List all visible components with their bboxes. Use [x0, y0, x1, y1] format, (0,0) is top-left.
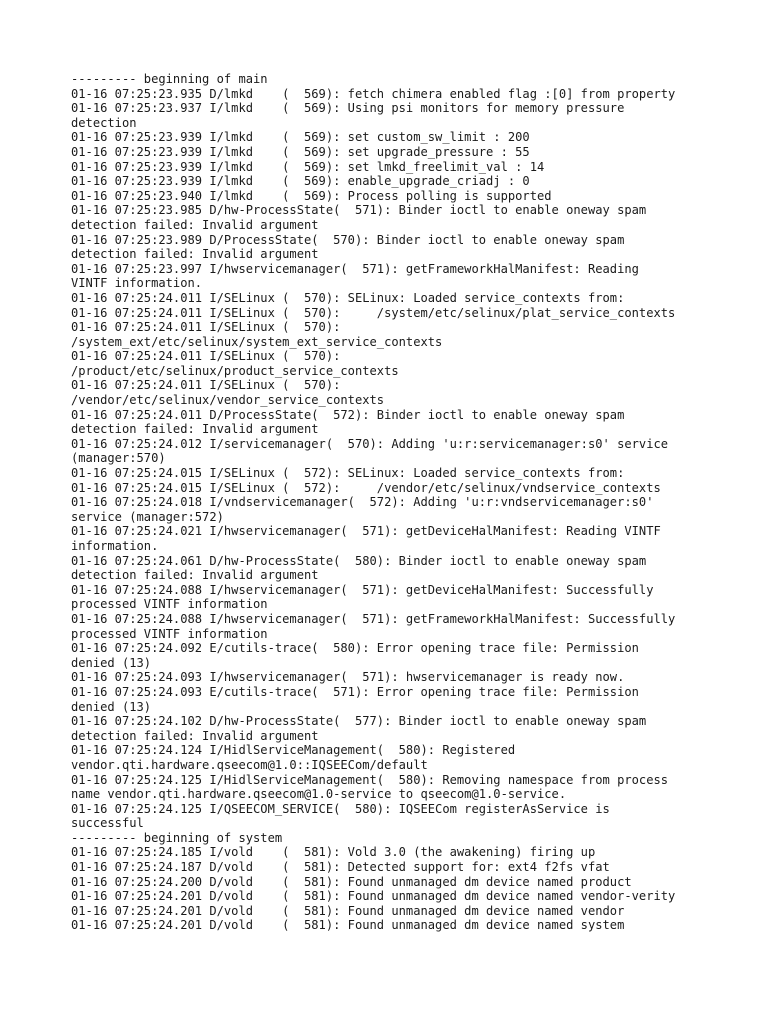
log-line: 01-16 07:25:24.187 D/vold ( 581): Detected support for: ext4 f2fs vfat [71, 860, 610, 875]
log-line: 01-16 07:25:23.997 I/hwservicemanager( 571): getFrameworkHalManifest: Reading [71, 261, 639, 276]
log-line: successful [71, 816, 144, 831]
log-line: detection failed: Invalid argument [71, 217, 319, 232]
log-line: 01-16 07:25:23.939 I/lmkd ( 569): enable_upgrade_criadj : 0 [71, 174, 530, 189]
log-line: 01-16 07:25:24.093 E/cutils-trace( 571): Error opening trace file: Permission [71, 684, 639, 699]
log-line: detection failed: Invalid argument [71, 568, 319, 583]
log-line: 01-16 07:25:24.061 D/hw-ProcessState( 580): Binder ioctl to enable oneway spam [71, 553, 647, 568]
log-line: 01-16 07:25:24.011 I/SELinux ( 570): /system/etc/selinux/plat_service_contexts [71, 305, 676, 320]
log-line: /system_ext/etc/selinux/system_ext_service_contexts [71, 334, 443, 349]
log-line: 01-16 07:25:24.088 I/hwservicemanager( 571): getFrameworkHalManifest: Successfully [71, 611, 676, 626]
log-line: 01-16 07:25:24.200 D/vold ( 581): Found unmanaged dm device named product [71, 874, 632, 889]
log-line: detection failed: Invalid argument [71, 247, 319, 262]
log-line: 01-16 07:25:24.018 I/vndservicemanager( 572): Adding 'u:r:vndservicemanager:s0' [71, 495, 654, 510]
log-line: --------- beginning of system [71, 830, 283, 845]
log-line: 01-16 07:25:24.011 I/SELinux ( 570): [71, 349, 341, 364]
log-line: 01-16 07:25:24.015 I/SELinux ( 572): /vendor/etc/selinux/vndservice_contexts [71, 480, 661, 495]
log-line: 01-16 07:25:24.201 D/vold ( 581): Found unmanaged dm device named vendor [71, 903, 625, 918]
log-line: 01-16 07:25:23.939 I/lmkd ( 569): set custom_sw_limit : 200 [71, 130, 530, 145]
log-line: 01-16 07:25:23.985 D/hw-ProcessState( 571): Binder ioctl to enable oneway spam [71, 203, 647, 218]
log-line: processed VINTF information [71, 626, 268, 641]
log-line: vendor.qti.hardware.qseecom@1.0::IQSEECom/default [71, 757, 428, 772]
log-line: denied (13) [71, 699, 152, 714]
log-line: 01-16 07:25:23.940 I/lmkd ( 569): Process polling is supported [71, 188, 552, 203]
log-line: 01-16 07:25:24.093 I/hwservicemanager( 571): hwservicemanager is ready now. [71, 670, 625, 685]
log-line: 01-16 07:25:24.012 I/servicemanager( 570): Adding 'u:r:servicemanager:s0' service [71, 436, 669, 451]
log-line: 01-16 07:25:23.989 D/ProcessState( 570): Binder ioctl to enable oneway spam [71, 232, 625, 247]
log-line: 01-16 07:25:24.011 I/SELinux ( 570): [71, 378, 341, 393]
log-line: /product/etc/selinux/product_service_contexts [71, 363, 399, 378]
log-line: detection [71, 115, 137, 130]
log-line: detection failed: Invalid argument [71, 728, 319, 743]
log-line: 01-16 07:25:24.125 I/QSEECOM_SERVICE( 580): IQSEECom registerAsService is [71, 801, 610, 816]
log-line: 01-16 07:25:24.201 D/vold ( 581): Found unmanaged dm device named vendor-verity [71, 889, 676, 904]
log-line: information. [71, 539, 159, 553]
log-line: 01-16 07:25:24.185 I/vold ( 581): Vold 3.0 (the awakening) firing up [71, 845, 596, 860]
log-line: 01-16 07:25:24.015 I/SELinux ( 572): SELinux: Loaded service_contexts from: [71, 466, 625, 481]
log-line: --------- beginning of main [71, 72, 268, 86]
log-line: 01-16 07:25:24.201 D/vold ( 581): Found unmanaged dm device named system [71, 918, 625, 933]
log-line: 01-16 07:25:23.935 D/lmkd ( 569): fetch chimera enabled flag :[0] from property [71, 86, 676, 101]
log-line: 01-16 07:25:24.011 I/SELinux ( 570): [71, 320, 341, 335]
log-line: 01-16 07:25:24.124 I/HidlServiceManagement( 580): Registered [71, 743, 516, 758]
log-line: detection failed: Invalid argument [71, 422, 319, 437]
log-text [71, 72, 721, 933]
log-line: 01-16 07:25:23.939 I/lmkd ( 569): set upgrade_pressure : 55 [71, 144, 530, 159]
log-line: 01-16 07:25:24.011 D/ProcessState( 572): Binder ioctl to enable oneway spam [71, 407, 625, 422]
log-line: processed VINTF information [71, 597, 268, 612]
log-line: (manager:570) [71, 451, 166, 466]
log-line: 01-16 07:25:23.937 I/lmkd ( 569): Using psi monitors for memory pressure [71, 101, 625, 116]
log-line: 01-16 07:25:24.125 I/HidlServiceManagement( 580): Removing namespace from process [71, 772, 669, 787]
log-line: 01-16 07:25:24.092 E/cutils-trace( 580): Error opening trace file: Permission [71, 641, 639, 656]
log-line: 01-16 07:25:24.011 I/SELinux ( 570): SELinux: Loaded service_contexts from: [71, 290, 625, 305]
log-line: 01-16 07:25:24.088 I/hwservicemanager( 571): getDeviceHalManifest: Successfully [71, 582, 654, 597]
log-line: service (manager:572) [71, 509, 224, 524]
log-line: 01-16 07:25:23.939 I/lmkd ( 569): set lmkd_freelimit_val : 14 [71, 159, 545, 174]
log-line: 01-16 07:25:24.102 D/hw-ProcessState( 577): Binder ioctl to enable oneway spam [71, 714, 647, 729]
log-line: denied (13) [71, 655, 152, 670]
log-document [71, 72, 721, 933]
log-line: /vendor/etc/selinux/vendor_service_contexts [71, 393, 385, 408]
log-line: name vendor.qti.hardware.qseecom@1.0-service to qseecom@1.0-service. [71, 787, 567, 802]
log-line: VINTF information. [71, 276, 203, 291]
log-line: 01-16 07:25:24.021 I/hwservicemanager( 571): getDeviceHalManifest: Reading VINTF [71, 524, 661, 539]
